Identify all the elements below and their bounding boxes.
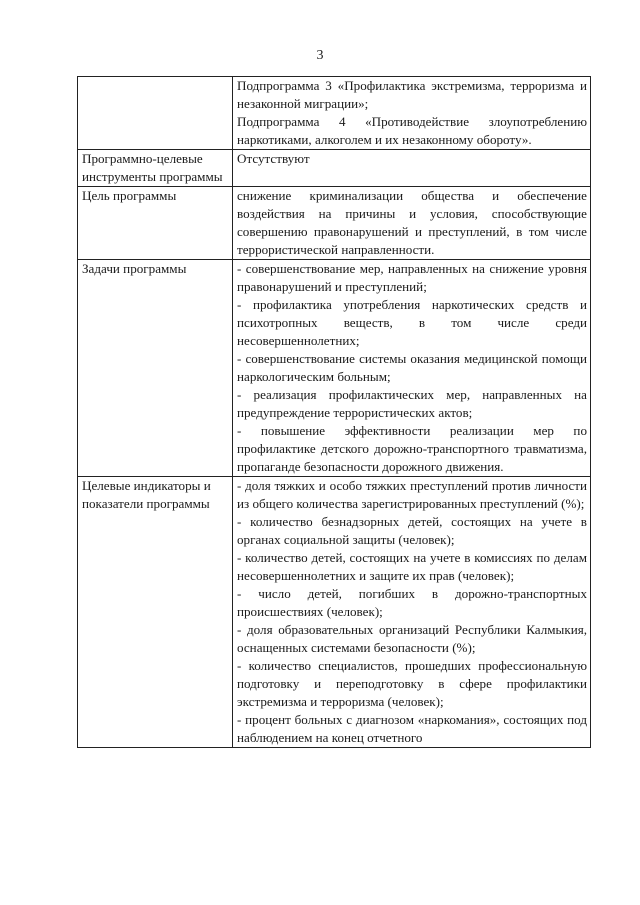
- row-value: [233, 150, 591, 187]
- passport-table: [77, 76, 591, 748]
- list-item: - число детей, погибших в дорожно-транспортных происшествиях (человек);: [237, 586, 587, 619]
- row-label: Цель программы: [78, 187, 233, 260]
- list-item: Подпрограмма 4 «Противодействие злоупотреблению наркотиками, алкоголем и их незаконному обороту».: [237, 114, 587, 147]
- row-value: [233, 77, 591, 150]
- list-item: - профилактика употребления наркотических средств и психотропных веществ, в том числе среди несовершеннолетних;: [237, 297, 587, 348]
- list-item: Отсутствуют: [237, 151, 310, 166]
- table-row: [78, 187, 591, 260]
- list-item: - количество детей, состоящих на учете в комиссиях по делам несовершеннолетних и защите их прав (человек);: [237, 550, 587, 583]
- list-item: - процент больных с диагнозом «наркомания», состоящих под наблюдением на конец отчетного: [237, 712, 587, 745]
- row-value: [233, 187, 591, 260]
- row-value: [233, 477, 591, 748]
- page-number: 3: [316, 48, 324, 63]
- table-row: [78, 260, 591, 477]
- list-item: - количество специалистов, прошедших профессиональную подготовку и переподготовку в сфере профилактики экстремизма и терроризма (человек);: [237, 658, 587, 709]
- row-value: [233, 260, 591, 477]
- row-label: [78, 77, 233, 150]
- list-item: - доля тяжких и особо тяжких преступлений против личности из общего количества зарегистрированных преступлений (%);: [237, 478, 587, 511]
- row-label: Программно-целевые инструменты программы: [78, 150, 233, 187]
- row-label: Задачи программы: [78, 260, 233, 477]
- table-row: [78, 150, 591, 187]
- list-item: - доля образовательных организаций Республики Калмыкия, оснащенных системами безопасности (%);: [237, 622, 587, 655]
- list-item: Подпрограмма 3 «Профилактика экстремизма, терроризма и незаконной миграции»;: [237, 78, 587, 111]
- list-item: - реализация профилактических мер, направленных на предупреждение террористических актов;: [237, 387, 587, 420]
- list-item: - количество безнадзорных детей, состоящих на учете в органах социальной защиты (человек);: [237, 514, 587, 547]
- list-item: - совершенствование системы оказания медицинской помощи наркологическим больным;: [237, 351, 587, 384]
- list-item: - повышение эффективности реализации мер по профилактике детского дорожно-транспортного травматизма, пропаганде безопасности дорожного движения.: [237, 423, 587, 474]
- row-spacer: [237, 168, 587, 186]
- table-row: [78, 477, 591, 748]
- row-label: Целевые индикаторы и показатели программы: [78, 477, 233, 748]
- list-item: - совершенствование мер, направленных на снижение уровня правонарушений и преступлений;: [237, 261, 587, 294]
- list-item: снижение криминализации общества и обеспечение воздействия на причины и условия, способствующие совершению правонарушений и преступлений, в том числе террористической направленности.: [237, 188, 587, 257]
- table-row: [78, 77, 591, 150]
